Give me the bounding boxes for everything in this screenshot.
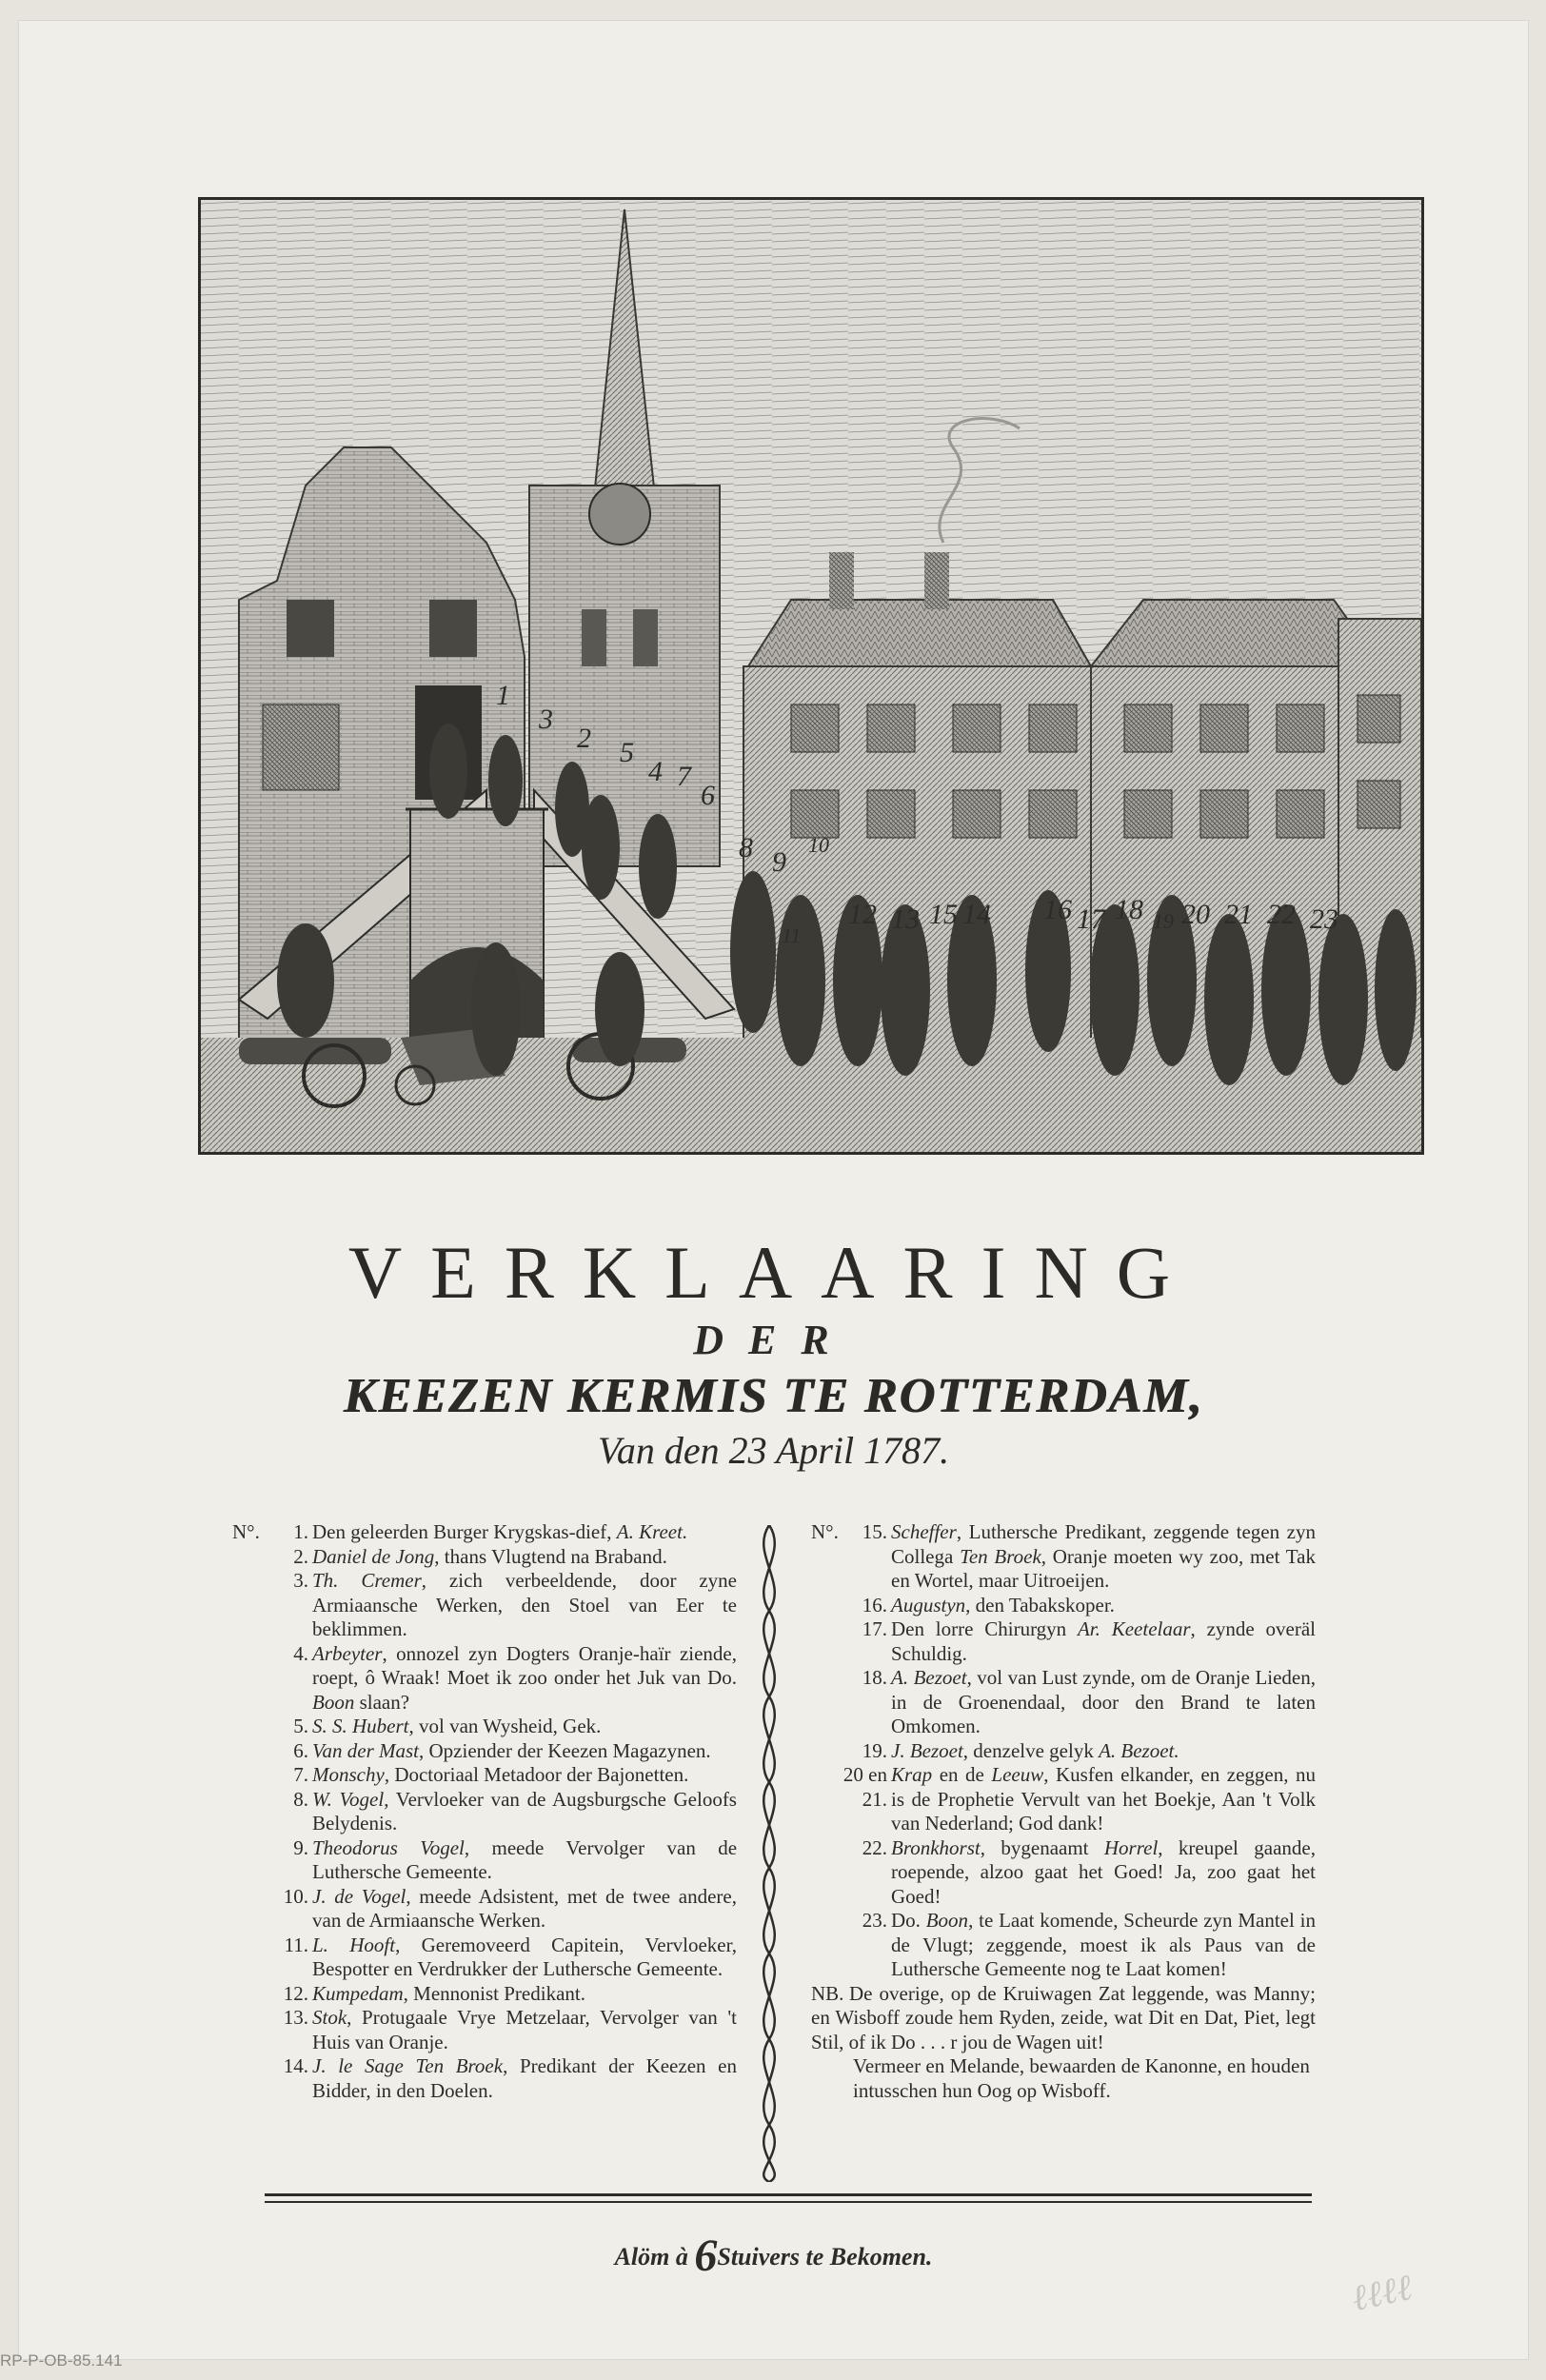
entry-text: , meede Adsistent, met de twee andere, van de Armiaansche Werken. [312, 1884, 737, 1932]
figure-number: 17 [1077, 903, 1105, 935]
figure-number: 21 [1224, 899, 1253, 930]
entry-text: en de [932, 1763, 992, 1786]
entry-name: Th. Cremer [312, 1569, 422, 1592]
entry-number: 18. [862, 1666, 887, 1689]
entry-name: Kumpedam [312, 1981, 404, 2005]
entry-number: 8. [293, 1787, 308, 1811]
entry-name: L. Hooft [312, 1933, 396, 1956]
legend-entry [232, 1788, 737, 1836]
legend-entry [811, 1666, 1316, 1739]
nb-label: NB. [811, 1981, 844, 2005]
legend-entry [232, 1885, 737, 1934]
price-post: Stuivers te Bekomen. [717, 2243, 933, 2271]
footer-rule [265, 2201, 1312, 2203]
title-date: Van den 23 April 1787. [597, 1429, 950, 1472]
entry-prefix: N°. [232, 1520, 260, 1543]
entry-name: Krap [891, 1763, 933, 1786]
figure-number: 20 [1181, 899, 1210, 930]
entry-name: Augustyn [891, 1593, 966, 1616]
entry-number: 16. [862, 1593, 887, 1616]
figure-number: 6 [701, 780, 715, 811]
legend-entry [811, 1836, 1316, 1910]
entry-name: Van der Mast [312, 1738, 419, 1762]
entry-name-secondary: A. Kreet. [616, 1520, 688, 1543]
entry-name: Theodorus Vogel [312, 1835, 465, 1859]
tower-window [633, 609, 658, 666]
figure-number: 22 [1267, 899, 1296, 930]
legend-entry [232, 1520, 737, 1545]
figure-number: 12 [848, 899, 877, 930]
price-line [19, 2230, 1528, 2282]
figure-number: 11 [782, 923, 802, 947]
entry-name: J. Bezoet [891, 1738, 963, 1762]
entry-name-secondary: Horrel [1103, 1835, 1159, 1859]
entry-text-tail: , Kusfen elkander, en zeggen, nu is de Prophetie Vervult van het Boekje, Aan 't Volk van Nederland; God dank! [891, 1763, 1316, 1835]
entry-number: 1. [293, 1520, 308, 1543]
entry-name: Scheffer [891, 1520, 957, 1543]
legend-entry [811, 1739, 1316, 1764]
figure-number: 3 [539, 704, 553, 735]
roof [748, 600, 1091, 666]
entry-text-tail: , Oranje moeten wy zoo, met Tak en Wortel, maar Uitroeijen. [891, 1544, 1316, 1592]
entry-number: 2. [293, 1544, 308, 1568]
entry-text: , Protugaale Vrye Metzelaar, Vervolger van 't Huis van Oranje. [312, 2006, 737, 2053]
entry-number: 3. [293, 1569, 308, 1592]
entry-text: , Geremoveerd Capitein, Vervloeker, Bespotter en Verdrukker der Luthersche Gemeente. [312, 1933, 738, 1980]
entry-name: Arbeyter [312, 1641, 383, 1665]
legend-entry [232, 2006, 737, 2054]
entry-name-secondary: Leeuw [991, 1763, 1044, 1786]
pencil-annotation: ℓℓℓℓ [1348, 2267, 1416, 2320]
legend-entry [232, 1545, 737, 1570]
legend-entry [232, 1982, 737, 2007]
entry-number: 6. [293, 1738, 308, 1762]
legend-entry [811, 1594, 1316, 1618]
title-der: DER [693, 1317, 854, 1363]
legend-entry [232, 1569, 737, 1642]
figure-number: 16 [1043, 894, 1072, 925]
entry-name: Monschy [312, 1763, 385, 1786]
nb-closing: Vermeer en Melande, bewaarden de Kanonne, en houden intusschen hun Oog op Wisboff. [853, 2054, 1310, 2102]
figure-number: 4 [648, 756, 663, 787]
entry-name-secondary: Ten Broek [960, 1544, 1041, 1568]
legend-entry [811, 1909, 1316, 1982]
figure-number: 19 [1153, 909, 1174, 933]
entry-text: , zich verbeeldende, door zyne Armiaansche Werken, den Stoel van Eer te beklimmen. [312, 1569, 738, 1640]
entry-name: J. de Vogel [312, 1884, 406, 1908]
figure-number: 9 [772, 846, 786, 878]
entry-number: 20 en 21. [842, 1763, 887, 1811]
entry-number: 4. [293, 1641, 308, 1665]
figure-number: 18 [1115, 894, 1143, 925]
title-verklaaring: VERKLAARING [347, 1231, 1199, 1314]
entry-number: 11. [284, 1933, 308, 1956]
entry-name: Bronkhorst [891, 1835, 981, 1859]
entry-text: , thans Vlugtend na Braband. [434, 1544, 667, 1568]
entry-text: , Predikant der Keezen en Bidder, in den Doelen. [312, 2054, 737, 2102]
legend-entry [232, 1739, 737, 1764]
chimney [924, 552, 949, 609]
entry-number: 7. [293, 1763, 308, 1786]
entry-text: , denzelve gelyk [962, 1738, 1100, 1762]
figure-number: 5 [620, 737, 634, 768]
entry-text: , Doctoriaal Metadoor der Bajonetten. [384, 1763, 689, 1786]
entry-text: , meede Vervolger van de Luthersche Gemeente. [312, 1835, 738, 1883]
entry-text: , Opziender der Keezen Magazynen. [419, 1738, 711, 1762]
entry-number: 22. [862, 1835, 887, 1859]
entry-number: 14. [283, 2054, 308, 2077]
price-number: 6 [694, 2231, 718, 2281]
house-window [287, 600, 334, 657]
print-sheet [19, 21, 1528, 2359]
figure-number: 14 [962, 899, 991, 930]
entry-name-secondary: Boon [925, 1909, 969, 1932]
entry-text: , den Tabakskoper. [965, 1593, 1115, 1616]
entry-number: 13. [283, 2006, 308, 2029]
footer-rule [265, 2193, 1312, 2196]
nota-bene [811, 1982, 1316, 2055]
legend-left-column [232, 1520, 737, 2103]
entry-number: 9. [293, 1835, 308, 1859]
chimney [829, 552, 854, 609]
entry-text: , Luthersche Predikant, zeggende tegen zyn Collega [891, 1520, 1316, 1568]
entry-name: W. Vogel [312, 1787, 385, 1811]
entry-text-tail: , kreupel gaande, roepende, alzoo gaat het Goed! Ja, zoo gaat het Goed! [891, 1835, 1316, 1908]
entry-text: Den geleerden Burger Krygskas-dief, [312, 1520, 617, 1543]
legend-entry [811, 1763, 1316, 1836]
price-pre: Alöm à [614, 2243, 695, 2271]
entry-number: 19. [862, 1738, 887, 1762]
entry-name: J. le Sage Ten Broek [312, 2054, 504, 2077]
nb-text: De overige, op de Kruiwagen Zat leggende, was Manny; en Wisboff zoude hem Ryden, zeide, wat Dit en Dat, Piet, legt Stil, of ik Do . . . r jou de Wagen uit! [811, 1981, 1316, 2053]
etching-illustration [198, 197, 1424, 1155]
figure-number: 8 [739, 832, 753, 863]
legend-entry [232, 1934, 737, 1982]
entry-text-tail: slaan? [354, 1690, 410, 1714]
figure-number: 7 [677, 761, 691, 792]
entry-number: 17. [862, 1617, 887, 1640]
entry-text-tail: , te Laat komende, Scheurde zyn Mantel in de Vlugt; zeggende, moest ik als Paus van de Luthersche Gemeente nog te Laat komen! [891, 1909, 1316, 1980]
figure-number: 10 [808, 833, 829, 857]
figure-number: 13 [891, 903, 920, 935]
legend-entry [811, 1520, 1316, 1594]
legend-right-column [811, 1520, 1316, 2103]
entry-text: , vol van Wysheid, Gek. [408, 1715, 602, 1737]
entry-text-tail: , zynde overäl Schuldig. [891, 1617, 1316, 1665]
entry-number: 12. [283, 1981, 308, 2005]
legend-entry [232, 1715, 737, 1739]
entry-name: S. S. Hubert [312, 1715, 409, 1737]
legend-entry [232, 1763, 737, 1788]
chain-ornament [750, 1525, 788, 2182]
legend-entry [232, 1836, 737, 1885]
figure-number: 23 [1310, 903, 1338, 935]
entry-number: 5. [293, 1715, 308, 1737]
entry-text: , onnozel zyn Dogters Oranje-haïr ziende, roept, ô Wraak! Moet ik zoo onder het Juk van Do. [312, 1641, 737, 1689]
entry-number: 23. [862, 1909, 887, 1932]
entry-name: Stok [312, 2006, 347, 2029]
entry-text: , Mennonist Predikant. [403, 1981, 585, 2005]
house-window [429, 600, 477, 657]
entry-text: Do. [891, 1909, 926, 1932]
figure-number: 2 [577, 723, 591, 754]
entry-text: , vol van Lust zynde, om de Oranje Lieden, in de Groenendaal, door den Brand te laten Omkomen. [891, 1666, 1316, 1737]
inventory-number: RP-P-OB-85.141 [0, 2351, 123, 2370]
entry-text: Den lorre Chirurgyn [891, 1617, 1078, 1640]
house-window [263, 704, 339, 790]
figure-number: 1 [496, 680, 510, 711]
entry-prefix: N°. [811, 1520, 839, 1543]
clock-face [589, 484, 650, 545]
entry-number: 10. [283, 1884, 308, 1908]
entry-text: , Vervloeker van de Augsburgsche Geloofs Belydenis. [312, 1787, 737, 1835]
entry-name: A. Bezoet [891, 1666, 967, 1689]
tower-window [582, 609, 606, 666]
entry-number: 15. [862, 1520, 887, 1543]
entry-name: Daniel de Jong [312, 1544, 435, 1568]
entry-name-secondary: A. Bezoet. [1099, 1738, 1179, 1762]
legend-entry [232, 2054, 737, 2103]
entry-name-secondary: Boon [312, 1690, 355, 1714]
entry-name-secondary: Ar. Keetelaar [1077, 1617, 1191, 1640]
title-keezen-kermis: KEEZEN KERMIS TE ROTTERDAM, [343, 1369, 1204, 1423]
etching-svg [201, 200, 1421, 1152]
figure-number: 15 [929, 899, 958, 930]
legend-entry [232, 1642, 737, 1716]
legend-entry [811, 1617, 1316, 1666]
entry-text: , bygenaamt [980, 1835, 1104, 1859]
